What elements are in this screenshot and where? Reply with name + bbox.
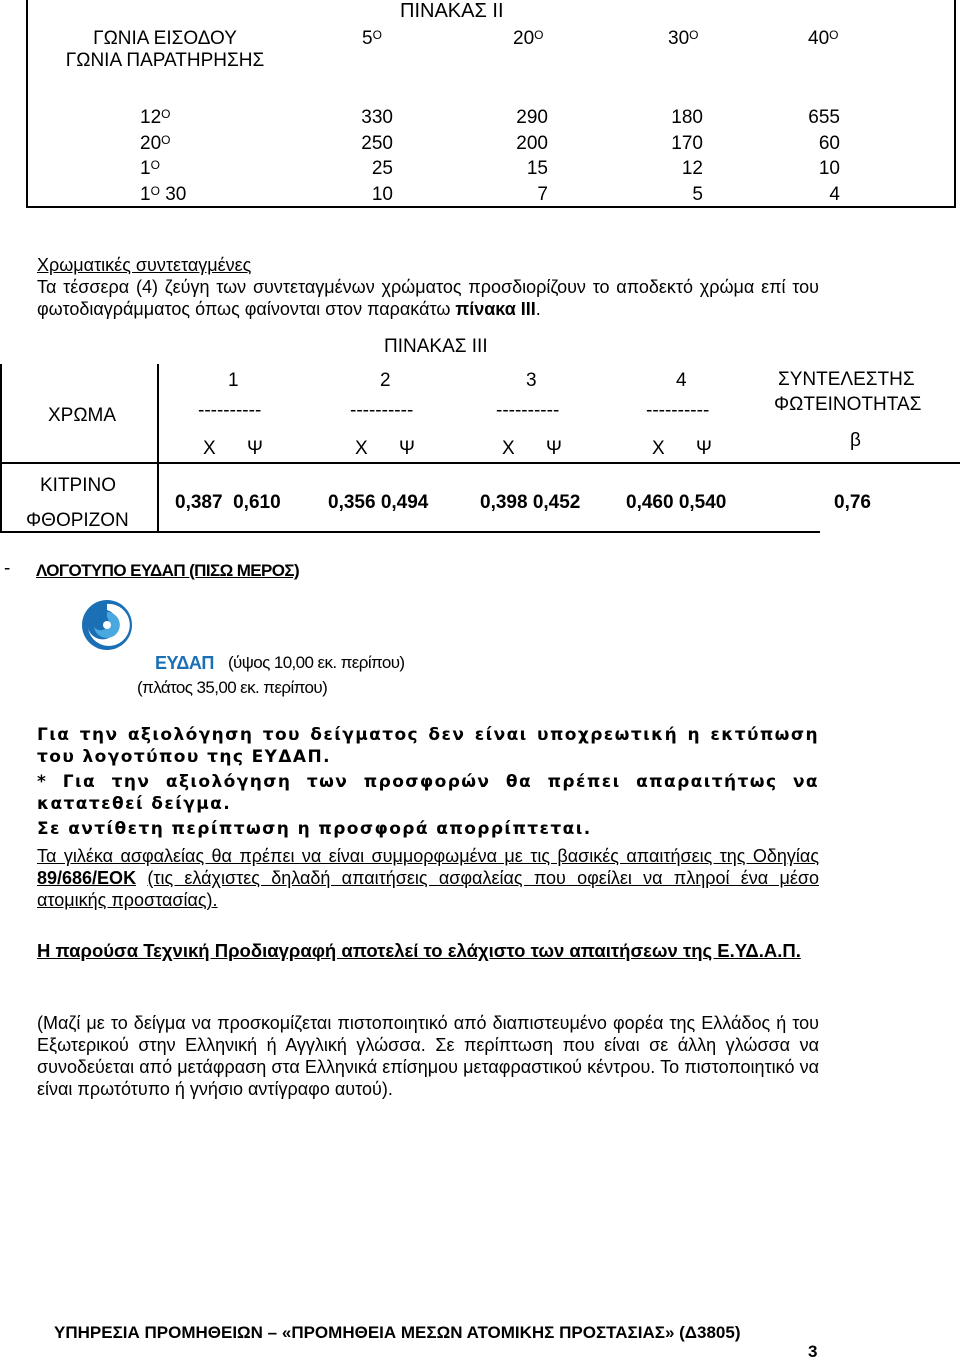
row-label-fluorescent: ΦΘΟΡΙΖΟΝ [26, 510, 129, 531]
eydap-logo-text: ΕΥΔΑΠ [155, 653, 214, 673]
table-cell: 200 [516, 132, 548, 154]
page-number: 3 [808, 1342, 818, 1361]
chroma-paragraph: Τα τέσσερα (4) ζεύγη των συντεταγμένων χρώματος προσδιορίζουν το αποδεκτό χρώμα επί του φωτοδιαγράμματος όπως φαίνονται στον παρακάτω πίνακα III. [37, 277, 819, 319]
x-label-4: Χ [652, 438, 665, 459]
table-row-label: $12^O$ [140, 107, 171, 128]
table-iii-reference: πίνακα III [455, 299, 536, 319]
note-sample-required: * Για την αξιολόγηση των προσφορών θα πρέπει απαραιτήτως να κατατεθεί δείγμα. [37, 772, 819, 814]
note-certificate: (Μαζί με το δείγμα να προσκομίζεται πιστοποιητικό από διαπιστευμένο φορέα της Ελλάδος ή του Εξωτερικού στην Ελληνική ή Αγγλική γλώσσα. Σε περίπτωση που είναι σε άλλη γλώσσα να συνοδεύεται από μετάφραση στα Ελληνικά επίσημου μεταφραστικού κέντρου. Το πιστοποιητικό να είναι πρωτότυπο ή γνήσιο αντίγραφο αυτού). [37, 1013, 819, 1099]
table-cell: 250 [361, 132, 393, 154]
note-rejection: Σε αντίθετη περίπτωση η προσφορά απορρίπτεται. [37, 819, 592, 839]
table-cell: 7 [537, 183, 548, 205]
pair-header-1: 1 [228, 370, 239, 391]
coef-header-1: ΣΥΝΤΕΛΕΣΤΗΣ [778, 369, 915, 390]
table-cell: 12 [681, 158, 703, 179]
pair-header-2: 2 [380, 370, 391, 391]
height-note: (ύψος 10,00 εκ. περίπου) [228, 653, 405, 672]
width-note: (πλάτος 35,00 εκ. περίπου) [137, 678, 328, 697]
table-row-label: $20^O$ [140, 132, 171, 154]
pair-value-1: 0,387 0,610 [175, 492, 281, 513]
col-header-40: $40^O$ [808, 28, 839, 49]
x-label-1: Χ [203, 438, 216, 459]
table-cell: 290 [516, 107, 548, 128]
note-minimum-requirements: Η παρούσα Τεχνική Προδιαγραφή αποτελεί το ελάχιστο των απαιτήσεων της Ε.ΥΔ.Α.Π. [37, 940, 801, 961]
footer-text: ΥΠΗΡΕΣΙΑ ΠΡΟΜΗΘΕΙΩΝ – «ΠΡΟΜΗΘΕΙΑ ΜΕΣΩΝ ΑΤΟΜΙΚΗΣ ΠΡΟΣΤΑΣΙΑΣ» (Δ3805) [54, 1323, 741, 1342]
logo-section-heading: ΛΟΓΟΤΥΠΟ ΕΥΔΑΠ (ΠΙΣΩ ΜΕΡΟΣ) [36, 561, 300, 580]
pair-value-2: 0,356 0,494 [328, 492, 429, 513]
dashes-2: ---------- [350, 400, 414, 421]
note-sample-evaluation: Για την αξιολόγηση του δείγματος δεν είναι υποχρεωτική η εκτύπωση του λογοτύπου της ΕΥΔΑΠ. [37, 725, 819, 767]
col-header-5: $5^O$ [362, 28, 382, 49]
y-label-1: Ψ [247, 438, 263, 459]
table-cell: 330 [361, 107, 393, 128]
table-cell: 180 [671, 107, 703, 128]
table-cell: 170 [671, 132, 703, 154]
pair-value-3: 0,398 0,452 [480, 492, 581, 513]
coef-symbol: β [850, 430, 861, 451]
table-cell: 10 [818, 158, 840, 179]
table-row-label: $1^O$ 30 [140, 183, 187, 205]
row-header-entry-angle: ΓΩΝΙΑ ΕΙΣΟΔΟΥ [93, 28, 237, 49]
table-row-label: $1^O$ [140, 158, 160, 179]
table-cell: 10 [371, 183, 393, 205]
table-cell: 25 [371, 158, 393, 179]
chroma-heading: Χρωματικές συντεταγμένες [37, 255, 252, 275]
eydap-logo-icon [80, 598, 134, 652]
y-label-4: Ψ [696, 438, 712, 459]
col-header-20: $20^O$ [513, 28, 544, 49]
pair-value-4: 0,460 0,540 [626, 492, 727, 513]
row-label-yellow: ΚΙΤΡΙΝΟ [40, 475, 117, 496]
x-label-3: Χ [502, 438, 515, 459]
y-label-3: Ψ [546, 438, 562, 459]
coef-header-2: ΦΩΤΕΙΝΟΤΗΤΑΣ [774, 394, 922, 415]
col-header-30: $30^O$ [668, 28, 699, 49]
table-iii-title: ΠΙΝΑΚΑΣ III [384, 336, 488, 357]
dashes-4: ---------- [646, 400, 710, 421]
pair-header-4: 4 [676, 370, 687, 391]
table-cell: 60 [818, 132, 840, 154]
dashes-3: ---------- [496, 400, 560, 421]
table-cell: 15 [526, 158, 548, 179]
coef-value: 0,76 [834, 492, 871, 513]
pair-header-3: 3 [526, 370, 537, 391]
list-bullet: - [4, 558, 11, 579]
table-ii-title: ΠΙΝΑΚΑΣ II [400, 0, 504, 22]
table-cell: 4 [829, 183, 840, 205]
row-header-observation-angle: ΓΩΝΙΑ ΠΑΡΑΤΗΡΗΣΗΣ [65, 50, 265, 71]
directive-code: 89/686/ΕΟΚ [37, 868, 137, 888]
note-directive: Τα γιλέκα ασφαλείας θα πρέπει να είναι συμμορφωμένα με τις βασικές απαιτήσεις της Οδηγίας 89/686/ΕΟΚ (τις ελάχιστες δηλαδή απαιτήσεις ασφαλείας που οφείλει να πληροί ένα μέσο ατομικής προστασίας). [37, 846, 819, 910]
y-label-2: Ψ [399, 438, 415, 459]
table-cell: 655 [808, 107, 840, 128]
x-label-2: Χ [355, 438, 368, 459]
color-header: ΧΡΩΜΑ [48, 405, 117, 426]
table-cell: 5 [692, 183, 703, 205]
dashes-1: ---------- [198, 400, 262, 421]
